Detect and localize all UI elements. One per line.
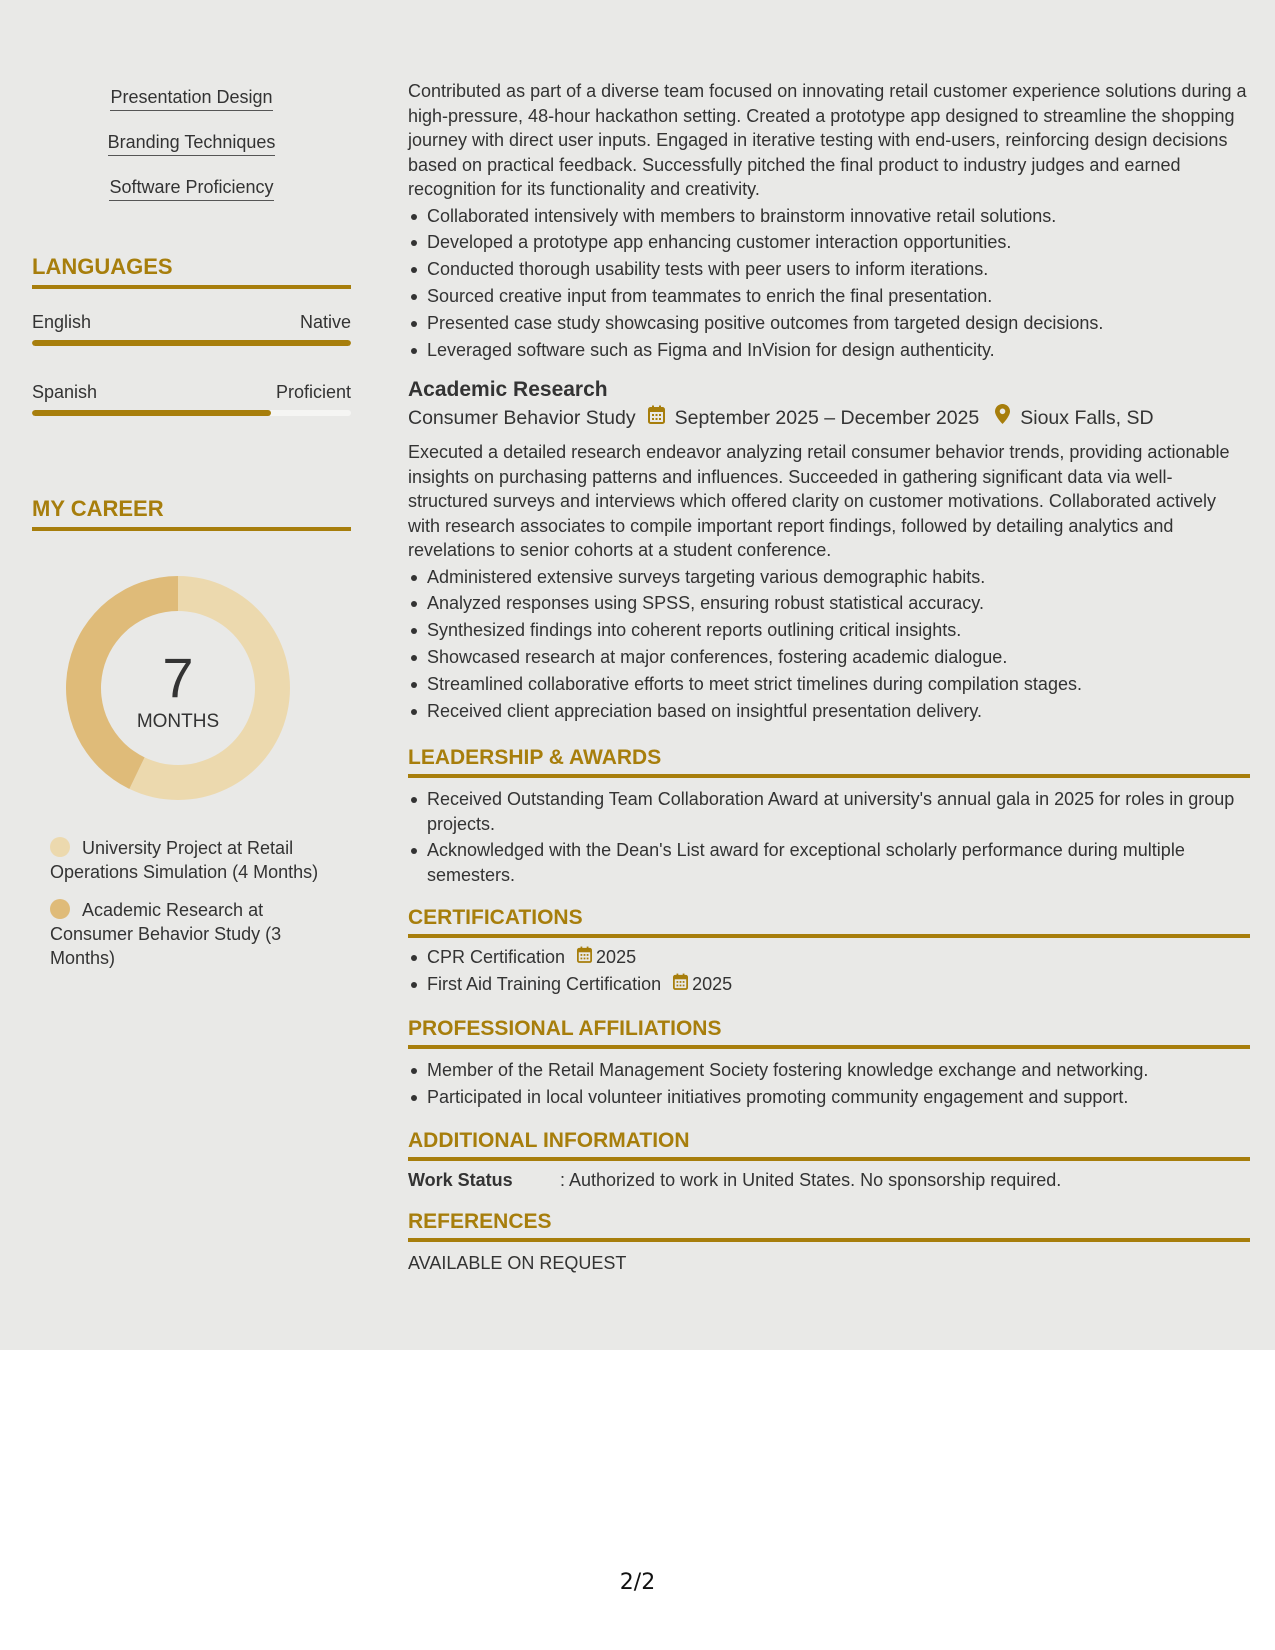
cert-year: 2025	[596, 947, 637, 967]
affiliations-heading: PROFESSIONAL AFFILIATIONS	[408, 1016, 1250, 1049]
career-total: 7	[162, 646, 194, 709]
legend-item	[50, 898, 330, 970]
language-level: Native	[299, 312, 351, 332]
additional-info-section	[408, 1128, 1250, 1192]
list-item: Analyzed responses using SPSS, ensuring robust statistical accuracy.	[408, 591, 1250, 616]
research-location: Sioux Falls, SD	[1020, 407, 1154, 429]
work-status-label: Work Status	[408, 1170, 513, 1190]
language-level-bar	[32, 410, 351, 416]
skill-label: Software Proficiency	[109, 176, 273, 201]
legend-item	[50, 836, 330, 884]
affiliations-bullets	[408, 1058, 1250, 1109]
certifications-heading: CERTIFICATIONS	[408, 905, 1250, 938]
list-item	[408, 972, 1250, 997]
list-item: Administered extensive surveys targeting various demographic habits.	[408, 565, 1250, 590]
legend-label: University Project at Retail Operations Simulation (4 Months)	[50, 838, 319, 882]
list-item: Received client appreciation based on insightful presentation delivery.	[408, 699, 1250, 724]
language-level-bar	[32, 340, 351, 346]
language-level-fill	[32, 410, 271, 416]
cert-name: First Aid Training Certification	[427, 973, 662, 994]
career-donut-chart	[66, 576, 290, 800]
skill-item	[32, 86, 351, 131]
research-description: Executed a detailed research endeavor analyzing retail consumer behavior trends, providing actionable insights on purchasing patterns and influences. Succeeded in gathering significant data via well-structured surveys and interviews which offered clarity on customer motivations. Collaborated actively with research associates to compile important report findings, followed by detailing analytics and revelations to senior cohorts at a student conference.	[408, 442, 1230, 560]
skill-item	[32, 131, 351, 176]
language-row	[32, 311, 351, 346]
legend-label: Academic Research at Consumer Behavior Study (3 Months)	[50, 900, 282, 968]
skills-list	[32, 86, 351, 221]
cert-name: CPR Certification	[427, 947, 566, 967]
work-status-value: : Authorized to work in United States. No sponsorship required.	[560, 1170, 1062, 1190]
project-block	[408, 79, 1250, 365]
list-item: Streamlined collaborative efforts to meet strict timelines during compilation stages.	[408, 672, 1250, 697]
calendar-icon	[673, 972, 688, 997]
leadership-heading: LEADERSHIP & AWARDS	[408, 745, 1250, 778]
language-row	[32, 381, 351, 416]
list-item	[408, 945, 1250, 970]
research-meta	[408, 404, 1250, 432]
skill-label: Presentation Design	[110, 86, 272, 111]
list-item: Presented case study showcasing positive outcomes from targeted design decisions.	[408, 311, 1250, 336]
calendar-icon	[648, 404, 665, 432]
legend-dot	[50, 899, 70, 919]
project-bullets	[408, 204, 1250, 363]
list-item: Acknowledged with the Dean's List award for exceptional scholarly performance during multiple semesters.	[408, 838, 1250, 887]
leadership-section	[408, 745, 1250, 890]
list-item: Conducted thorough usability tests with peer users to inform iterations.	[408, 257, 1250, 282]
research-dates: September 2025 – December 2025	[674, 407, 980, 429]
career-legend	[50, 836, 330, 984]
leadership-bullets	[408, 787, 1250, 887]
cert-year: 2025	[692, 973, 733, 994]
languages-heading: LANGUAGES	[32, 253, 351, 289]
language-level: Proficient	[275, 382, 351, 402]
additional-info-heading: ADDITIONAL INFORMATION	[408, 1128, 1250, 1161]
research-bullets	[408, 565, 1250, 724]
research-block	[408, 376, 1250, 726]
research-title: Academic Research	[408, 378, 608, 401]
work-status-row	[408, 1168, 1250, 1192]
skill-item	[32, 176, 351, 221]
references-text: AVAILABLE ON REQUEST	[408, 1253, 627, 1273]
certifications-list	[408, 945, 1250, 996]
references-heading: REFERENCES	[408, 1209, 1250, 1242]
language-name: English	[32, 312, 92, 332]
research-org: Consumer Behavior Study	[408, 407, 636, 429]
list-item: Developed a prototype app enhancing customer interaction opportunities.	[408, 230, 1250, 255]
list-item: Showcased research at major conferences, fostering academic dialogue.	[408, 645, 1250, 670]
list-item: Member of the Retail Management Society fostering knowledge exchange and networking.	[408, 1058, 1250, 1083]
certifications-section	[408, 905, 1250, 999]
calendar-icon	[577, 945, 592, 970]
project-description: Contributed as part of a diverse team focused on innovating retail customer experience solutions during a high-pressure, 48-hour hackathon setting. Created a prototype app designed to streamline the shopping journey with direct user inputs. Engaged in iterative testing with end-users, reinforcing design decisions based on practical feedback. Successfully pitched the final product to industry judges and earned recognition for its functionality and creativity.	[408, 81, 1247, 199]
references-section	[408, 1209, 1250, 1276]
skill-label: Branding Techniques	[108, 131, 276, 156]
list-item: Collaborated intensively with members to brainstorm innovative retail solutions.	[408, 204, 1250, 229]
career-unit: MONTHS	[136, 711, 220, 732]
career-heading: MY CAREER	[32, 495, 351, 531]
list-item: Synthesized findings into coherent reports outlining critical insights.	[408, 618, 1250, 643]
language-name: Spanish	[32, 382, 98, 402]
map-pin-icon	[995, 404, 1010, 432]
list-item: Leveraged software such as Figma and InVision for design authenticity.	[408, 338, 1250, 363]
affiliations-section	[408, 1016, 1250, 1112]
list-item: Received Outstanding Team Collaboration Award at university's annual gala in 2025 for roles in group projects.	[408, 787, 1250, 836]
legend-dot	[50, 837, 70, 857]
list-item: Sourced creative input from teammates to enrich the final presentation.	[408, 284, 1250, 309]
page-number: 2/2	[619, 1570, 656, 1595]
language-level-fill	[32, 340, 351, 346]
list-item: Participated in local volunteer initiatives promoting community engagement and support.	[408, 1085, 1250, 1110]
